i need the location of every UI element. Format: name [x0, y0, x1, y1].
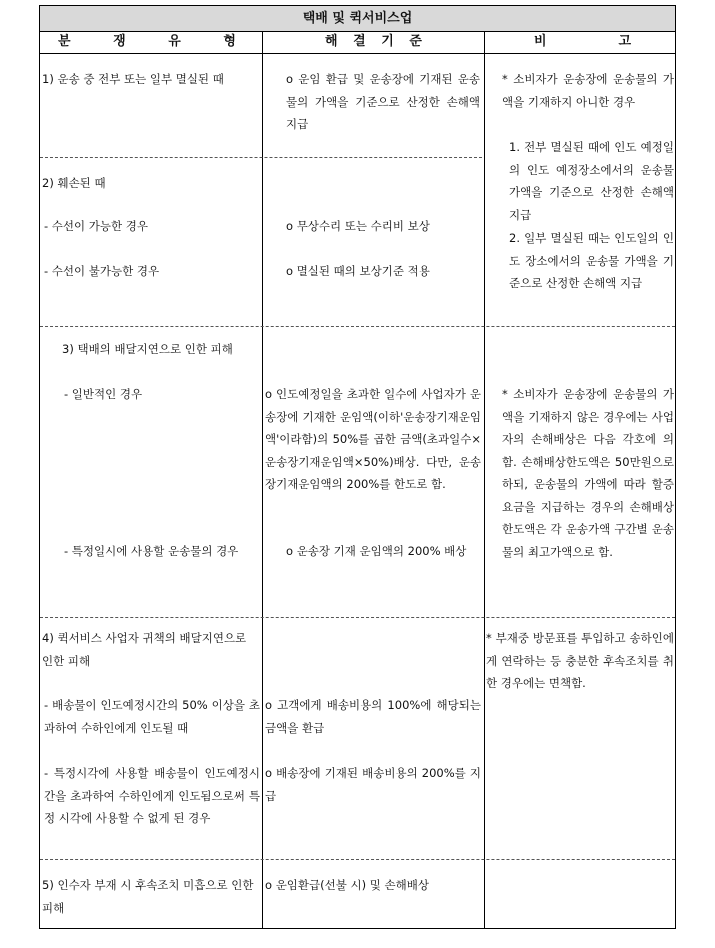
header-char: 결 — [353, 34, 366, 49]
dispute-subitem: - 수선이 불가능한 경우 — [44, 264, 160, 278]
resolution-text: o 운임 환급 및 운송장에 기재된 운송물의 가액을 기준으로 산정한 손해액 지급 — [286, 72, 480, 131]
resolution-text: o 운송장 기재 운임액의 200% 배상 — [286, 544, 467, 558]
column-divider — [262, 32, 263, 928]
dispute-item: 2) 훼손된 때 — [42, 176, 106, 190]
dispute-item: 4) 퀵서비스 사업자 귀책의 배달지연으로 인한 피해 — [42, 631, 247, 668]
header-char: 쟁 — [113, 34, 126, 49]
remark-text: * 소비자가 운송장에 운송물의 가액을 기재하지 아니한 경우 — [502, 72, 674, 109]
resolution-text: o 멸실된 때의 보상기준 적용 — [286, 264, 430, 278]
dispute-subitem: - 배송물이 인도예정시간의 50% 이상을 초과하여 수하인에게 인도될 때 — [44, 698, 260, 735]
row-divider — [40, 859, 675, 860]
dispute-subitem: - 특정일시에 사용할 운송물의 경우 — [64, 544, 239, 558]
header-char: 기 — [381, 34, 394, 49]
resolution-text: o 배송장에 기재된 배송비용의 200%를 지급 — [265, 766, 481, 803]
resolution-text: o 인도예정일을 초과한 일수에 사업자가 운송장에 기재한 운임액(이하'운송장기재운임액'이라함)의 50%를 곱한 금액(초과일수×운송장기재운임액×50%)배상. 다만, 운송장기재운임액의 200%를 한도로 함. — [265, 387, 481, 491]
table-title: 택배 및 퀵서비스업 — [40, 6, 675, 32]
header-remarks — [484, 32, 675, 54]
header-char: 해 — [325, 34, 338, 49]
dispute-item: 3) 택배의 배달지연으로 인한 피해 — [62, 342, 233, 356]
dispute-item: 5) 인수자 부재 시 후속조치 미흡으로 인한 피해 — [42, 878, 254, 915]
row-divider — [40, 157, 482, 158]
resolution-text: o 운임환급(선불 시) 및 손해배상 — [265, 878, 429, 892]
policy-table — [39, 5, 676, 929]
row-divider — [40, 617, 675, 618]
header-resolution — [262, 32, 484, 54]
row-divider — [40, 326, 675, 327]
dispute-subitem: - 수선이 가능한 경우 — [44, 219, 148, 233]
header-char: 형 — [223, 34, 236, 49]
header-char: 분 — [58, 34, 71, 49]
header-dispute-type — [40, 32, 262, 54]
column-divider — [484, 32, 485, 928]
header-char: 비 — [534, 34, 547, 49]
header-char: 고 — [618, 34, 631, 49]
resolution-text: o 무상수리 또는 수리비 보상 — [286, 219, 430, 233]
dispute-item: 1) 운송 중 전부 또는 일부 멸실된 때 — [42, 72, 224, 86]
dispute-subitem: - 특정시각에 사용할 배송물이 인도예정시간을 초과하여 수하인에게 인도됨으로써 특정 시각에 사용할 수 없게 된 경우 — [44, 766, 260, 825]
remark-text: * 부재중 방문표를 투입하고 송하인에게 연락하는 등 충분한 후속조치를 취한 경우에는 면책함. — [486, 631, 674, 690]
resolution-text: o 고객에게 배송비용의 100%에 해당되는 금액을 환급 — [265, 698, 481, 735]
header-char: 유 — [168, 34, 181, 49]
remark-text: * 소비자가 운송장에 운송물의 가액을 기재하지 않은 경우에는 사업자의 손해배상은 다음 각호에 의함. 손해배상한도액은 50만원으로 하되, 운송물의 가액에 따라 할증요금을 지급하는 경우의 손해배상한도액은 각 운송가액 구간별 운송물의 최고가액으로 함. — [502, 387, 674, 559]
remark-list-item: 2. 일부 멸실된 때는 인도일의 인도 장소에서의 운송물 가액을 기준으로 산정한 손해액 지급 — [509, 231, 674, 290]
remark-list-item: 1. 전부 멸실된 때에 인도 예정일의 인도 예정장소에서의 운송물 가액을 기준으로 산정한 손해액 지급 — [509, 140, 674, 222]
dispute-subitem: - 일반적인 경우 — [64, 387, 143, 401]
header-char: 준 — [409, 34, 422, 49]
